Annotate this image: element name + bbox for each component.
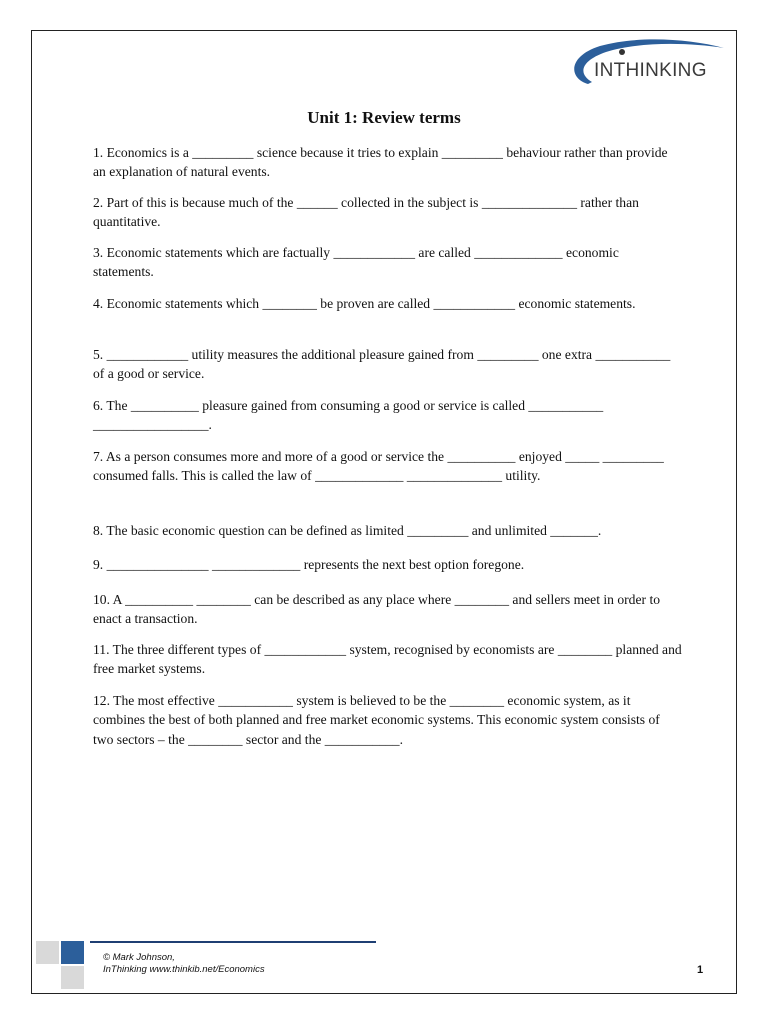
footer-credits (103, 952, 265, 976)
page-title: Unit 1: Review terms (307, 108, 461, 127)
question-1: 1. Economics is a _________ science because it tries to explain _________ behaviour rather than provide an explanation of natural events. (93, 145, 668, 180)
question-10: 10. A __________ ________ can be described as any place where ________ and sellers meet in order to enact a transaction. (93, 592, 661, 627)
page-number: 1 (697, 964, 704, 976)
logo-text: INTHINKING (594, 60, 707, 81)
footer-block (61, 966, 84, 989)
question-2: 2. Part of this is because much of the ______ collected in the subject is ______________ rather than quantitative. (93, 195, 639, 230)
footer-rule (90, 941, 376, 943)
question-3: 3. Economic statements which are factually ____________ are called _____________ economic statements. (93, 245, 619, 280)
question-7: 7. As a person consumes more and more of a good or service the __________ enjoyed _____ _________ consumed falls. This is called the law of _____________ ______________ utility. (93, 449, 664, 484)
question-12: 12. The most effective ___________ system is believed to be the ________ economic system, as it combines the best of both planned and free market economic systems. This economic system consists of two sectors – the ________ sector and the ___________. (93, 693, 660, 747)
footer-block (36, 941, 59, 964)
question-6: 6. The __________ pleasure gained from consuming a good or service is called ___________ _________________. (93, 398, 604, 433)
question-8: 8. The basic economic question can be defined as limited _________ and unlimited _______. (93, 523, 602, 538)
question-4: 4. Economic statements which ________ be proven are called ____________ economic statements. (93, 296, 636, 311)
footer-copyright: © Mark Johnson, (103, 952, 175, 963)
inthinking-logo (566, 36, 726, 90)
question-11: 11. The three different types of ____________ system, recognised by economists are ________ planned and free market systems. (93, 642, 682, 677)
question-5: 5. ____________ utility measures the additional pleasure gained from _________ one extra ___________ of a good or service. (93, 347, 671, 382)
footer-block-accent (61, 941, 84, 964)
question-9: 9. _______________ _____________ represents the next best option foregone. (93, 557, 525, 572)
footer-site: InThinking www.thinkib.net/Economics (103, 964, 265, 975)
